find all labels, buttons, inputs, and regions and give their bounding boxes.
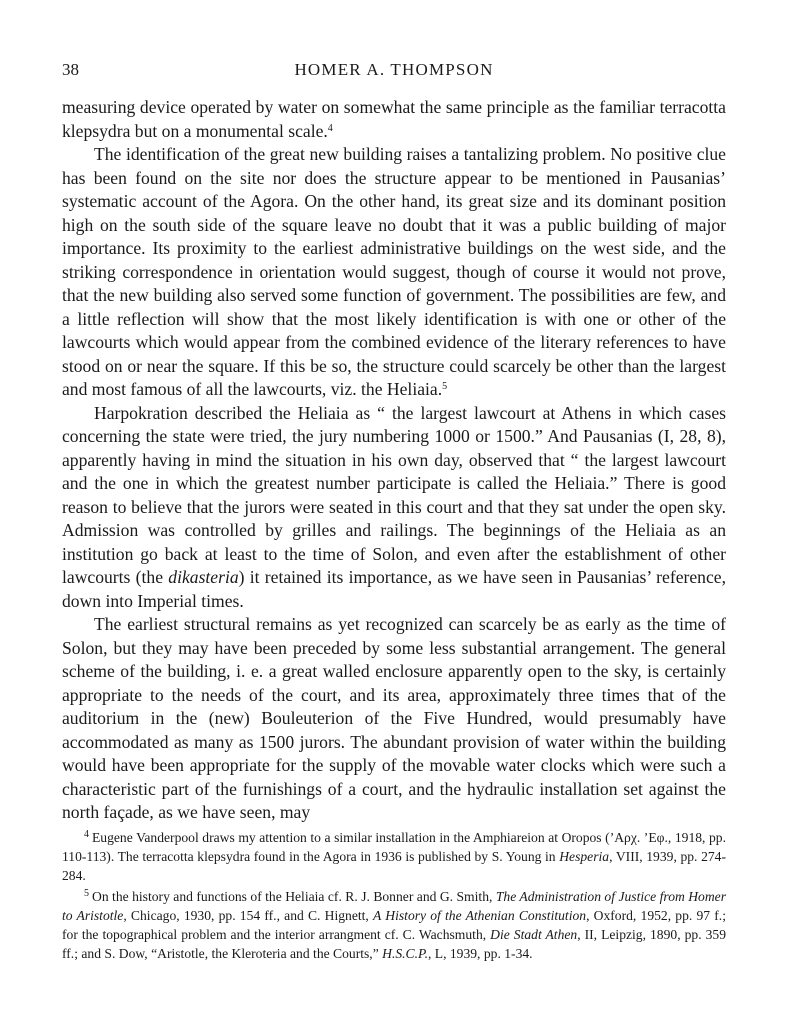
page-number: 38	[62, 60, 79, 79]
footnote-4-part3: , VIII, 1939, pp. 274-284.	[62, 848, 726, 883]
footnote-5-part3: , Oxford, 1952, pp. 97 f.; for the topographical problem and the interior arrangment cf. C. Wachsmuth,	[62, 908, 726, 942]
footnote-ref-4[interactable]: 4	[327, 122, 333, 134]
paragraph-4-text: The earliest structural remains as yet recognized can scarcely be as early as the time of Solon, but they may have been preceded by some less substantial arrangement. The general scheme of the building, i. e. a great walled enclosure apparently open to the sky, is certainly appropriate to the needs of the court, and its area, approximately three times that of the auditorium in the (new) Bouleuterion of the Five Hundred, would presumably have accommodated as many as 1500 jurors. The abundant provision of water within the building would have been appropriate for the supply of the movable water clocks which were such a characteristic part of the furnishings of a court, and the hydraulic installation set against the north façade, as we have seen, may	[62, 614, 726, 822]
footnote-4-journal: Hesperia	[559, 848, 610, 864]
footnote-4-number: 4	[84, 829, 89, 840]
paragraph-1	[62, 96, 726, 143]
page-header	[62, 60, 726, 84]
footnote-ref-5[interactable]: 5	[442, 381, 448, 392]
footnote-4-part1: Eugene Vanderpool draws my attention to a similar installation in the Amphiareion at Oropos (	[92, 830, 610, 845]
footnote-5-title1: The Administration of Justice from Homer to Aristotle	[62, 889, 726, 924]
paragraph-2	[62, 143, 726, 402]
paragraph-1-text: measuring device operated by water on somewhat the same principle as the familiar terracotta klepsydra but on a monumental scale.	[62, 97, 726, 141]
body-text	[62, 96, 726, 825]
footnote-4-part2: , 1918, pp. 110-113). The terracotta klepsydra found in the Agora in 1936 is published by S. Young in	[62, 830, 726, 864]
paragraph-3-part1: Harpokration described the Heliaia as “ the largest lawcourt at Athens in which cases concerning the state were tried, the jury numbering 1000 or 1500.” And Pausanias (I, 28, 8), apparently having in mind the situation in his own day, observed that “ the largest lawcourt and the one in which the greatest number participate is called the Heliaia.” There is good reason to believe that the jurors were seated in this court and that they sat under the open sky. Admission was controlled by grilles and railings. The beginnings of the Heliaia as an institution go back at least to the time of Solon, and even after the establishment of other lawcourts (the	[62, 402, 726, 587]
footnote-5-part4: , II, Leipzig, 1890, pp. 359 ff.; and S. Dow, “Aristotle, the Kleroteria and the Courts,”	[62, 926, 726, 961]
footnote-5-journal: H.S.C.P.	[382, 945, 428, 961]
paragraph-3	[62, 402, 726, 614]
paragraph-3-italic-term: dikasteria	[168, 567, 239, 587]
paragraph-2-text: The identification of the great new building raises a tantalizing problem. No positive clue has been found on the site nor does the structure appear to be mentioned in Pausanias’ systematic account of the Agora. On the other hand, its great size and its dominant position high on the south side of the square leave no doubt that it was a public building of major importance. Its proximity to the earliest administrative buildings on the west side, and the striking correspondence in orientation would suggest, though of course it would not prove, that the new building also served some function of government. The possibilities are few, and a little reflection will show that the most likely identification is with one or other of the lawcourts which would appear from the combined evidence of the literary references to have stood on or near the square. If this be so, the structure could scarcely be other than the largest and most famous of all the lawcourts, viz. the Heliaia.	[62, 144, 726, 399]
footnote-4	[62, 826, 726, 885]
footnote-4-greek: ’Αρχ. ’Εφ.	[609, 830, 668, 845]
footnote-5-title3: Die Stadt Athen	[490, 926, 578, 942]
footnote-5-title2: A History of the Athenian Constitution	[373, 908, 587, 924]
footnote-5-part5: , L, 1939, pp. 1-34.	[427, 945, 533, 961]
footnote-5	[62, 885, 726, 963]
footnote-5-number: 5	[84, 888, 89, 900]
paragraph-4	[62, 613, 726, 825]
footnote-5-part2: , Chicago, 1930, pp. 154 ff., and C. Hignett,	[123, 908, 369, 924]
paragraph-3-part2: ) it retained its importance, as we have seen in Pausanias’ reference, down into Imperial times.	[62, 567, 727, 611]
footnotes	[62, 826, 726, 964]
footnote-5-part1: On the history and functions of the Heliaia cf. R. J. Bonner and G. Smith,	[92, 889, 493, 905]
running-head: HOMER A. THOMPSON	[294, 60, 494, 79]
